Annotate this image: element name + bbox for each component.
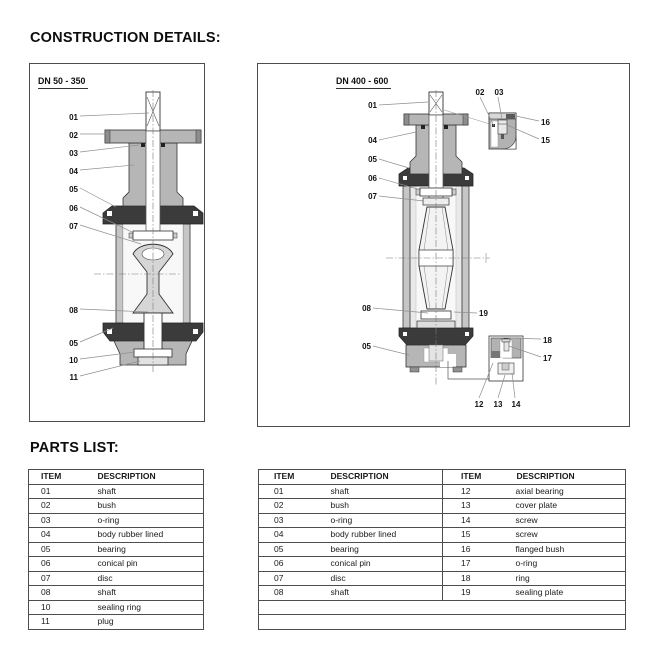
col-header-description-2: DESCRIPTION <box>516 471 575 482</box>
table-row <box>29 586 204 601</box>
table-row <box>29 571 204 586</box>
table-row <box>29 557 204 572</box>
item-description: sealing plate <box>505 586 626 601</box>
table-row <box>259 513 626 528</box>
col-header-description: DESCRIPTION <box>97 471 156 482</box>
o-ring-left <box>141 143 145 147</box>
parts-table-right <box>258 469 626 630</box>
table-row <box>259 586 626 601</box>
o-ring-right <box>161 143 165 147</box>
table-row <box>29 528 204 543</box>
callout-16: 16 <box>541 118 550 127</box>
col-header-item: ITEM <box>274 471 295 482</box>
callout-18: 18 <box>543 336 552 345</box>
callout-06: 06 <box>368 174 377 183</box>
valve-cross-section-dn50-350 <box>30 64 204 421</box>
callout-08: 08 <box>362 304 371 313</box>
callout-11: 11 <box>69 373 78 382</box>
item-description: shaft <box>86 484 204 499</box>
col-header-item-2: ITEM <box>443 470 505 485</box>
item-description: conical pin <box>319 557 443 572</box>
item-number: 11 <box>29 615 86 630</box>
item-description: body rubber lined <box>319 528 443 543</box>
table-row <box>29 542 204 557</box>
callout-labels <box>69 113 78 382</box>
table-empty-row <box>259 600 626 615</box>
item-number: 06 <box>29 557 86 572</box>
callout-01: 01 <box>69 113 78 122</box>
item-description: shaft <box>319 586 443 601</box>
item-number: 02 <box>259 499 319 514</box>
detail-inset-bottom <box>489 336 523 381</box>
callout-05b: 05 <box>69 339 78 348</box>
item-number: 12 <box>443 484 505 499</box>
item-number: 02 <box>29 499 86 514</box>
item-number: 05 <box>259 542 319 557</box>
item-number: 08 <box>259 586 319 601</box>
item-number: 05 <box>29 542 86 557</box>
item-description: screw <box>505 513 626 528</box>
item-number: 04 <box>29 528 86 543</box>
item-number: 03 <box>259 513 319 528</box>
callout-17: 17 <box>543 354 552 363</box>
item-description: ring <box>505 571 626 586</box>
callout-02: 02 <box>475 88 485 97</box>
table-row <box>29 499 204 514</box>
callout-10: 10 <box>69 356 78 365</box>
item-number: 01 <box>259 484 319 499</box>
item-number: 14 <box>443 513 505 528</box>
item-number: 19 <box>443 586 505 601</box>
callout-01: 01 <box>368 101 377 110</box>
table-row <box>259 528 626 543</box>
item-description: cover plate <box>505 499 626 514</box>
item-number: 03 <box>29 513 86 528</box>
table-row <box>259 484 626 499</box>
callout-05: 05 <box>368 155 377 164</box>
callout-19: 19 <box>479 309 488 318</box>
table-row <box>259 542 626 557</box>
item-description: bush <box>319 499 443 514</box>
table-empty-row <box>259 615 626 630</box>
table-row <box>29 513 204 528</box>
item-description: bearing <box>86 542 204 557</box>
construction-details-heading: CONSTRUCTION DETAILS: <box>30 30 221 46</box>
dn400-600-range-label: DN 400 - 600 <box>336 76 391 89</box>
item-description: sealing ring <box>86 600 204 615</box>
parts-table-left <box>28 469 204 630</box>
item-description: plug <box>86 615 204 630</box>
item-number: 07 <box>29 571 86 586</box>
item-description: conical pin <box>86 557 204 572</box>
item-number: 01 <box>29 484 86 499</box>
diagram-panel-dn400-600 <box>257 63 630 427</box>
item-description: disc <box>86 571 204 586</box>
callout-07: 07 <box>368 192 377 201</box>
parts-list-heading: PARTS LIST: <box>30 440 119 456</box>
item-description: body rubber lined <box>86 528 204 543</box>
callout-04: 04 <box>69 167 78 176</box>
item-number: 06 <box>259 557 319 572</box>
callout-15: 15 <box>541 136 550 145</box>
item-description: bush <box>86 499 204 514</box>
item-number: 16 <box>443 542 505 557</box>
table-row <box>29 484 204 499</box>
item-description: screw <box>505 528 626 543</box>
item-description: bearing <box>319 542 443 557</box>
callout-14: 14 <box>511 400 521 409</box>
item-description: o-ring <box>86 513 204 528</box>
item-description: shaft <box>86 586 204 601</box>
item-description: shaft <box>319 484 443 499</box>
item-description: flanged bush <box>505 542 626 557</box>
callout-03: 03 <box>69 149 78 158</box>
item-number: 15 <box>443 528 505 543</box>
item-number: 04 <box>259 528 319 543</box>
item-number: 07 <box>259 571 319 586</box>
o-ring-left <box>421 125 425 129</box>
table-row <box>259 499 626 514</box>
item-number: 08 <box>29 586 86 601</box>
callout-03: 03 <box>494 88 504 97</box>
valve-cross-section-dn400-600 <box>258 64 629 426</box>
callout-05: 05 <box>69 185 78 194</box>
item-description: disc <box>319 571 443 586</box>
item-number: 18 <box>443 571 505 586</box>
table-row <box>259 557 626 572</box>
diagram-panel-dn50-350 <box>29 63 205 422</box>
col-header-item: ITEM <box>41 471 62 482</box>
table-header-row <box>29 470 204 485</box>
table-row <box>29 600 204 615</box>
item-description: o-ring <box>505 557 626 572</box>
callout-02: 02 <box>69 131 78 140</box>
item-description: o-ring <box>319 513 443 528</box>
callout-13: 13 <box>493 400 503 409</box>
o-ring-right <box>444 125 448 129</box>
item-number: 10 <box>29 600 86 615</box>
dn50-350-range-label: DN 50 - 350 <box>38 76 88 89</box>
item-number: 13 <box>443 499 505 514</box>
table-header-row <box>259 470 626 485</box>
callout-12: 12 <box>474 400 484 409</box>
callout-04: 04 <box>368 136 377 145</box>
item-number: 17 <box>443 557 505 572</box>
detail-inset-top <box>489 113 516 149</box>
callout-07: 07 <box>69 222 78 231</box>
table-row <box>259 571 626 586</box>
col-header-description: DESCRIPTION <box>330 471 389 482</box>
callout-06: 06 <box>69 204 78 213</box>
item-description: axial bearing <box>505 484 626 499</box>
table-row <box>29 615 204 630</box>
callout-08: 08 <box>69 306 78 315</box>
callout-05b: 05 <box>362 342 371 351</box>
